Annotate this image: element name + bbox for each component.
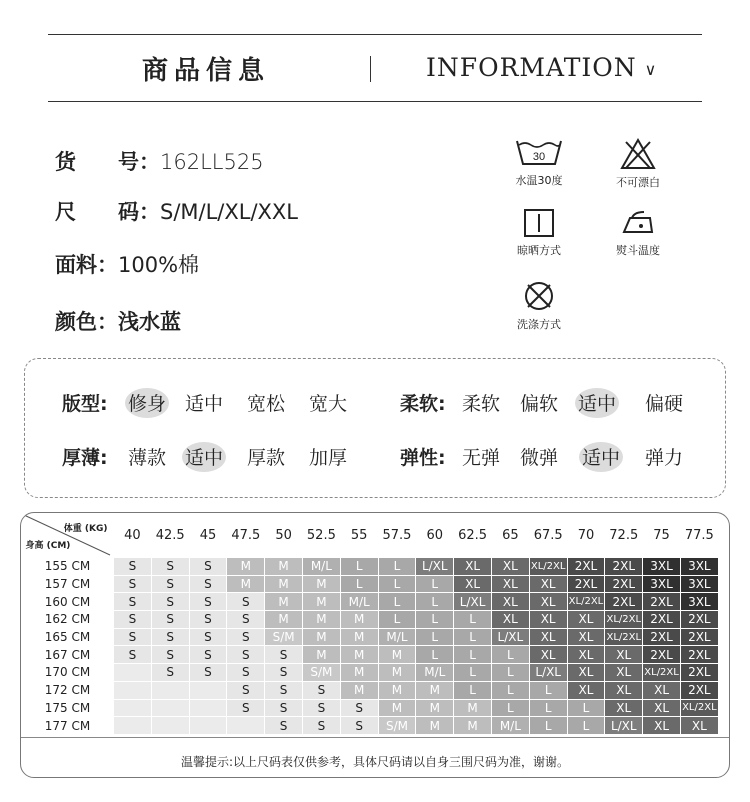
size-cell — [114, 717, 152, 735]
size-cell: S — [151, 646, 189, 664]
shade-dry-icon — [523, 208, 555, 238]
size-table-row — [22, 681, 719, 699]
height-row-header: 177 CM — [22, 717, 114, 735]
size-cell: XL — [567, 611, 605, 629]
thick-option: 厚款 — [247, 447, 286, 469]
size-cell: S/M — [302, 664, 340, 682]
care-label-dry: 晾晒方式 — [517, 244, 561, 257]
color-label: 颜色： — [55, 310, 118, 334]
size-cell: S — [151, 611, 189, 629]
size-cell: S — [227, 628, 265, 646]
item-number-label: 货 号： — [55, 150, 160, 174]
height-row-header: 172 CM — [22, 681, 114, 699]
tip-divider — [21, 737, 729, 738]
size-table-corner — [22, 513, 114, 558]
size-cell: M — [265, 611, 303, 629]
size-cell: S — [227, 593, 265, 611]
size-cell: XL — [643, 717, 681, 735]
care-dry — [499, 208, 579, 258]
thick-label-text: 厚薄: — [62, 447, 108, 469]
size-cell: 2XL — [605, 593, 643, 611]
size-cell: L — [416, 575, 454, 593]
size-cell: M/L — [491, 717, 529, 735]
fit-label-text: 版型: — [62, 393, 108, 415]
size-cell: L — [454, 681, 492, 699]
size-cell: L — [454, 628, 492, 646]
size-cell: L — [567, 717, 605, 735]
size-cell: L/XL — [416, 558, 454, 576]
size-cell: XL — [643, 681, 681, 699]
weight-column-header: 52.5 — [306, 527, 336, 543]
size-table-box — [20, 512, 730, 778]
weight-column-header: 40 — [124, 527, 141, 543]
care-wash — [499, 138, 579, 188]
height-row-header: 165 CM — [22, 628, 114, 646]
size-table-row — [22, 611, 719, 629]
size-cell: M — [265, 558, 303, 576]
size-cell: S — [189, 664, 227, 682]
fabric-label: 面料： — [55, 253, 118, 277]
size-cell: XL — [605, 664, 643, 682]
size-cell: S — [265, 664, 303, 682]
size-cell: M — [340, 664, 378, 682]
size-cell: S — [189, 593, 227, 611]
size-cell: 2XL — [567, 575, 605, 593]
care-label-bleach: 不可漂白 — [616, 176, 660, 189]
size-table-row — [22, 558, 719, 576]
size-cell: S — [114, 575, 152, 593]
size-cell: XL — [529, 628, 567, 646]
size-cell — [151, 681, 189, 699]
size-cell: XL — [491, 593, 529, 611]
weight-column-header: 70 — [577, 527, 595, 543]
size-cell: 2XL — [680, 664, 718, 682]
weight-column-header: 75 — [653, 527, 670, 543]
size-cell: S — [189, 611, 227, 629]
color-row — [55, 306, 181, 336]
soft-option: 适中 — [578, 389, 616, 416]
item-number-value: 162LL525 — [160, 150, 264, 174]
iron-icon — [620, 208, 656, 238]
size-cell: M — [416, 699, 454, 717]
size-cell: XL — [491, 611, 529, 629]
size-cell: L — [416, 593, 454, 611]
size-cell: M — [302, 611, 340, 629]
size-row — [55, 196, 298, 226]
size-cell: 2XL — [605, 575, 643, 593]
size-cell: L/XL — [529, 664, 567, 682]
size-cell: 2XL — [605, 558, 643, 576]
size-cell: S — [265, 646, 303, 664]
size-cell: XL — [605, 681, 643, 699]
header-title-en-text: INFORMATION — [426, 53, 637, 82]
size-cell — [189, 699, 227, 717]
size-cell: XL — [567, 646, 605, 664]
size-cell — [189, 717, 227, 735]
size-cell: S — [265, 717, 303, 735]
size-cell: XL — [529, 593, 567, 611]
size-cell — [114, 681, 152, 699]
size-cell: S — [151, 628, 189, 646]
soft-label-text: 柔软: — [400, 393, 446, 415]
size-cell: L — [416, 646, 454, 664]
size-cell: L — [340, 575, 378, 593]
height-row-header: 167 CM — [22, 646, 114, 664]
size-cell: XL — [491, 558, 529, 576]
elastic-label — [400, 443, 446, 470]
size-cell: 2XL — [680, 611, 718, 629]
fabric-value: 100%棉 — [118, 253, 200, 277]
size-cell: S — [151, 575, 189, 593]
size-cell: L — [378, 558, 416, 576]
weight-column-header: 47.5 — [231, 527, 261, 543]
size-cell: S — [227, 646, 265, 664]
size-cell: 2XL — [643, 611, 681, 629]
size-cell: 2XL — [680, 681, 718, 699]
size-cell: S — [302, 681, 340, 699]
no-bleach-icon — [620, 138, 656, 170]
size-cell: L — [567, 699, 605, 717]
thick-option: 加厚 — [309, 447, 348, 469]
size-cell: L — [454, 664, 492, 682]
size-cell: L — [529, 717, 567, 735]
size-cell: M/L — [340, 593, 378, 611]
size-cell: 3XL — [680, 575, 718, 593]
size-cell: 2XL — [680, 628, 718, 646]
size-cell: L/XL — [491, 628, 529, 646]
size-cell: S — [227, 681, 265, 699]
size-table-row — [22, 593, 719, 611]
elastic-option: 微弹 — [520, 447, 559, 469]
soft-option: 偏硬 — [645, 393, 684, 415]
size-label: 尺 码： — [55, 200, 160, 224]
size-cell: M — [302, 593, 340, 611]
size-cell: XL/2XL — [680, 699, 718, 717]
wash-temp-number: 30 — [532, 151, 546, 163]
height-header: 身高 (CM) — [25, 541, 71, 551]
no-dryclean-icon — [523, 280, 555, 312]
care-wash-method — [499, 280, 579, 332]
size-cell: M/L — [378, 628, 416, 646]
header-bottom-rule — [48, 101, 702, 102]
weight-column-header: 55 — [350, 527, 368, 543]
size-cell: 2XL — [643, 593, 681, 611]
size-cell: XL — [680, 717, 718, 735]
size-cell: L — [491, 681, 529, 699]
size-cell: M — [454, 699, 492, 717]
weight-header: 体重 (KG) — [63, 524, 108, 534]
size-cell: S — [189, 575, 227, 593]
size-table-row — [22, 699, 719, 717]
size-cell: M — [302, 646, 340, 664]
size-cell — [151, 699, 189, 717]
size-cell: XL/2XL — [605, 611, 643, 629]
size-cell: S/M — [265, 628, 303, 646]
size-cell: 2XL — [643, 628, 681, 646]
size-cell: XL — [454, 575, 492, 593]
size-cell: XL/2XL — [605, 628, 643, 646]
size-cell: L — [454, 611, 492, 629]
care-iron — [598, 208, 678, 258]
chevron-down-icon: ∨ — [644, 60, 658, 79]
size-cell: L — [416, 628, 454, 646]
features-box — [24, 358, 726, 498]
size-cell: L — [529, 699, 567, 717]
size-cell: XL/2XL — [567, 593, 605, 611]
size-cell: S — [227, 611, 265, 629]
size-cell: S — [114, 628, 152, 646]
weight-column-header: 45 — [199, 527, 217, 543]
size-cell: L — [491, 646, 529, 664]
header-separator — [370, 56, 371, 82]
size-table-row — [22, 628, 719, 646]
fit-option: 适中 — [185, 393, 224, 415]
size-cell: L — [378, 593, 416, 611]
size-cell: 3XL — [643, 558, 681, 576]
weight-column-header: 65 — [502, 527, 519, 543]
elastic-option: 弹力 — [645, 447, 684, 469]
size-cell: XL — [529, 611, 567, 629]
header-top-rule — [48, 34, 702, 35]
size-cell: M — [378, 681, 416, 699]
weight-column-header: 72.5 — [609, 527, 639, 543]
size-cell: S — [340, 699, 378, 717]
fit-label — [62, 389, 108, 416]
size-cell: S — [114, 593, 152, 611]
size-cell: M — [227, 575, 265, 593]
size-cell: L — [416, 611, 454, 629]
elastic-label-text: 弹性: — [400, 447, 446, 469]
size-cell: L/XL — [605, 717, 643, 735]
size-cell — [189, 681, 227, 699]
size-cell: M — [378, 664, 416, 682]
size-cell: L — [529, 681, 567, 699]
care-label-iron: 熨斗温度 — [616, 244, 660, 257]
fabric-row — [55, 249, 199, 279]
size-table — [21, 513, 719, 735]
size-table-row — [22, 646, 719, 664]
size-cell: L — [378, 575, 416, 593]
height-row-header: 157 CM — [22, 575, 114, 593]
size-cell: M — [302, 575, 340, 593]
size-cell: L/XL — [454, 593, 492, 611]
size-cell: XL/2XL — [529, 558, 567, 576]
wash-30-icon — [515, 138, 563, 168]
size-cell: XL — [567, 628, 605, 646]
item-number-row — [55, 146, 264, 176]
size-cell — [114, 699, 152, 717]
care-label-wash-method: 洗涤方式 — [517, 318, 561, 331]
size-cell: L — [340, 558, 378, 576]
size-cell: M — [340, 681, 378, 699]
size-cell: M — [302, 628, 340, 646]
size-cell: XL — [491, 575, 529, 593]
thick-option: 适中 — [185, 443, 223, 470]
size-cell: S — [265, 681, 303, 699]
size-cell: S/M — [378, 717, 416, 735]
color-value: 浅水蓝 — [118, 310, 181, 334]
weight-column-header: 50 — [275, 527, 292, 543]
thick-option: 薄款 — [128, 447, 167, 469]
size-cell: XL — [454, 558, 492, 576]
weight-column-header: 62.5 — [458, 527, 488, 543]
size-cell: M — [416, 681, 454, 699]
size-cell: XL — [605, 646, 643, 664]
elastic-option: 无弹 — [462, 447, 501, 469]
soft-option: 偏软 — [520, 393, 559, 415]
size-cell: S — [151, 593, 189, 611]
size-cell: L — [491, 664, 529, 682]
size-cell — [227, 717, 265, 735]
fit-option: 修身 — [128, 389, 166, 416]
size-cell: M — [265, 575, 303, 593]
size-cell: 2XL — [643, 646, 681, 664]
size-cell: S — [227, 664, 265, 682]
weight-column-header: 77.5 — [684, 527, 714, 543]
size-cell: S — [302, 717, 340, 735]
size-cell: S — [340, 717, 378, 735]
size-cell: M — [340, 611, 378, 629]
size-cell — [151, 717, 189, 735]
height-row-header: 160 CM — [22, 593, 114, 611]
soft-option: 柔软 — [462, 393, 501, 415]
size-cell: S — [114, 611, 152, 629]
size-cell: L — [491, 699, 529, 717]
soft-label — [400, 389, 446, 416]
size-cell: S — [189, 558, 227, 576]
size-value: S/M/L/XL/XXL — [160, 200, 299, 224]
size-cell: S — [302, 699, 340, 717]
size-table-row — [22, 575, 719, 593]
size-cell: S — [189, 646, 227, 664]
fit-option: 宽大 — [309, 393, 348, 415]
thick-label — [62, 443, 108, 470]
height-row-header: 175 CM — [22, 699, 114, 717]
size-cell: XL — [529, 575, 567, 593]
height-row-header: 155 CM — [22, 558, 114, 576]
height-row-header: 162 CM — [22, 611, 114, 629]
size-cell: S — [114, 558, 152, 576]
header-title-cn: 商品信息 — [142, 56, 271, 86]
size-cell: L — [378, 611, 416, 629]
size-cell: XL — [567, 664, 605, 682]
size-cell: M/L — [302, 558, 340, 576]
size-cell: S — [265, 699, 303, 717]
elastic-option: 适中 — [582, 443, 620, 470]
size-cell: XL — [643, 699, 681, 717]
size-cell: 2XL — [567, 558, 605, 576]
size-cell: 3XL — [680, 593, 718, 611]
size-cell: M — [227, 558, 265, 576]
size-cell: S — [151, 558, 189, 576]
size-cell: XL — [605, 699, 643, 717]
size-tip: 温馨提示:以上尺码表仅供参考，具体尺码请以自身三围尺码为准，谢谢。 — [180, 755, 570, 769]
size-cell: 3XL — [680, 558, 718, 576]
size-cell: XL — [529, 646, 567, 664]
size-cell: M — [265, 593, 303, 611]
size-cell: 2XL — [680, 646, 718, 664]
header-title-en — [426, 53, 657, 82]
care-label-wash: 水温30度 — [515, 174, 563, 187]
size-cell: M — [416, 717, 454, 735]
weight-column-header: 67.5 — [533, 527, 563, 543]
size-table-row — [22, 664, 719, 682]
size-cell — [114, 664, 152, 682]
weight-column-header: 57.5 — [382, 527, 412, 543]
weight-column-header: 42.5 — [155, 527, 185, 543]
size-cell: 3XL — [643, 575, 681, 593]
weight-column-header: 60 — [426, 527, 444, 543]
size-cell: S — [114, 646, 152, 664]
care-bleach — [598, 138, 678, 190]
size-cell: M — [340, 628, 378, 646]
size-table-header-row — [22, 513, 719, 558]
size-cell: XL — [567, 681, 605, 699]
size-cell: S — [189, 628, 227, 646]
size-cell: L — [454, 646, 492, 664]
size-cell: S — [227, 699, 265, 717]
size-cell: M — [378, 646, 416, 664]
size-cell: M — [340, 646, 378, 664]
fit-option: 宽松 — [247, 393, 286, 415]
size-cell: M — [378, 699, 416, 717]
size-cell: M — [454, 717, 492, 735]
size-cell: S — [151, 664, 189, 682]
size-table-row — [22, 717, 719, 735]
size-cell: M/L — [416, 664, 454, 682]
height-row-header: 170 CM — [22, 664, 114, 682]
size-cell: XL/2XL — [643, 664, 681, 682]
